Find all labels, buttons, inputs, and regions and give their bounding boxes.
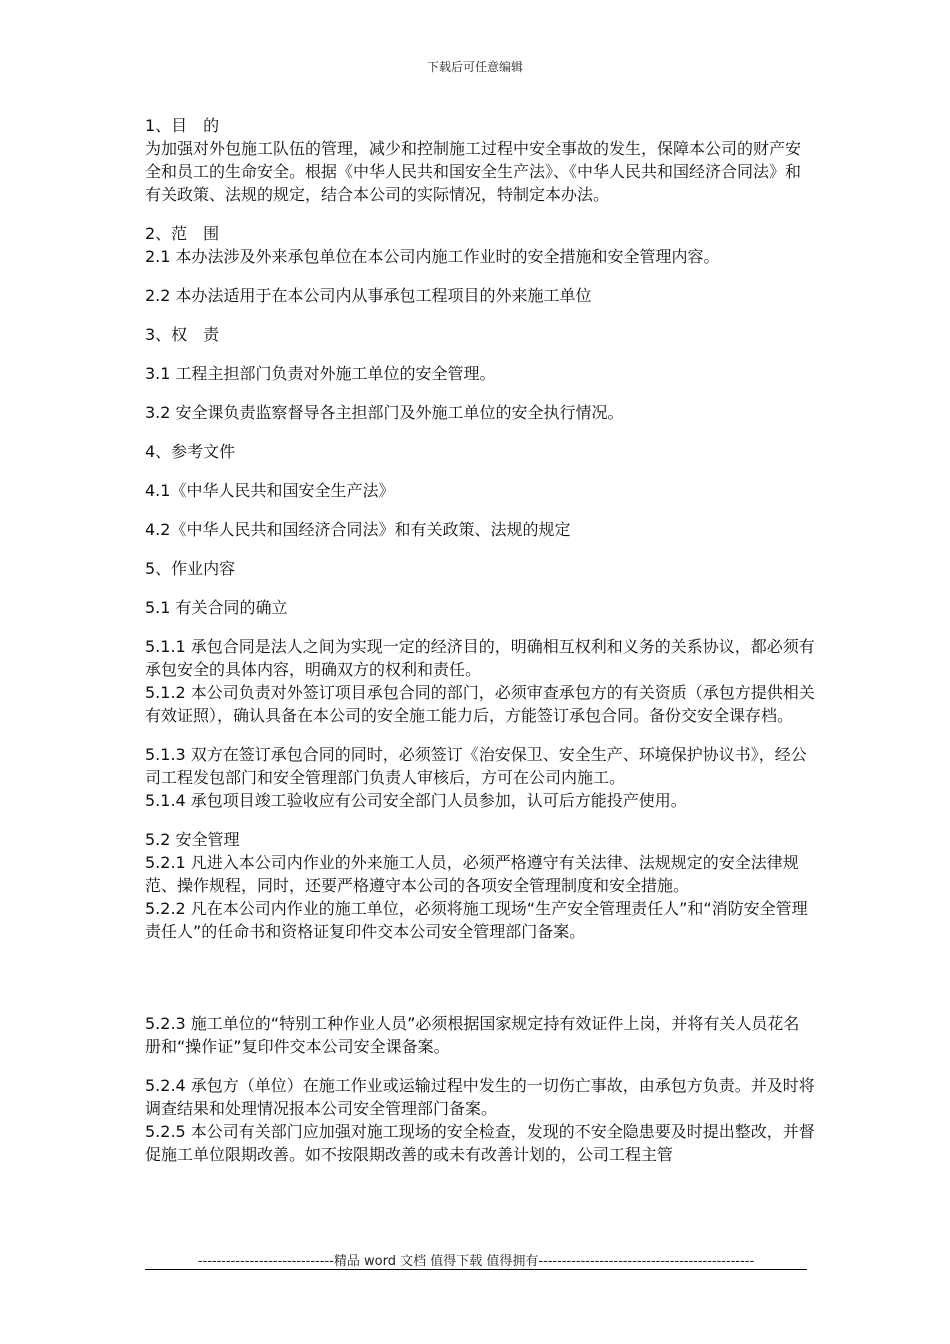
page-footer: -----------------------------精品 word 文档 值得下载 值得拥有---------------------------------------------- (197, 1254, 755, 1269)
page-header: 下载后可任意编辑 (426, 60, 523, 74)
section-4-1: 4.1《中华人民共和国安全生产法》 (145, 481, 395, 500)
section-5-1-3: 5.1.3 双方在签订承包合同的同时，必须签订《治安保卫、安全生产、环境保护协议书》，经公司工程发包部门和安全管理部门负责人审核后，方可在公司内施工。 (145, 745, 807, 787)
section-1-body: 为加强对外包施工队伍的管理，减少和控制施工过程中安全事故的发生，保障本公司的财产安全和员工的生命安全。根据《中华人民共和国安全生产法》、《中华人民共和国经济合同法》和有关政策、法规的规定，结合本公司的实际情况，特制定本办法。 (145, 139, 802, 204)
section-3-2: 3.2 安全课负责监察督导各主担部门及外施工单位的安全执行情况。 (145, 403, 624, 422)
section-5-2-2: 5.2.2 凡在本公司内作业的施工单位，必须将施工现场“生产安全管理责任人”和“消防安全管理责任人”的任命书和资格证复印件交本公司安全管理部门备案。 (145, 899, 808, 941)
section-2-title: 2、范 围 (145, 224, 220, 243)
section-5-2-3: 5.2.3 施工单位的“特别工种作业人员”必须根据国家规定持有效证件上岗，并将有关人员花名册和“操作证”复印件交本公司安全课备案。 (145, 1014, 800, 1056)
section-3-1: 3.1 工程主担部门负责对外施工单位的安全管理。 (145, 364, 496, 383)
section-5-2-5: 5.2.5 本公司有关部门应加强对施工现场的安全检查，发现的不安全隐患要及时提出整改，并督促施工单位限期改善。如不按限期改善的或未有改善计划的，公司工程主管 (145, 1122, 815, 1164)
footer-rule (145, 1269, 807, 1270)
section-5-title: 5、作业内容 (145, 559, 236, 578)
document-body (145, 114, 815, 1166)
section-4-2: 4.2《中华人民共和国经济合同法》和有关政策、法规的规定 (145, 520, 571, 539)
section-3-title: 3、权 责 (145, 325, 220, 344)
section-5-1-title: 5.1 有关合同的确立 (145, 598, 288, 617)
section-4-title: 4、参考文件 (145, 442, 236, 461)
section-5-2-title: 5.2 安全管理 (145, 830, 240, 849)
section-5-1-4: 5.1.4 承包项目竣工验收应有公司安全部门人员参加，认可后方能投产使用。 (145, 791, 687, 810)
section-5-1-2: 5.1.2 本公司负责对外签订项目承包合同的部门，必须审查承包方的有关资质（承包方提供相关有效证照），确认具备在本公司的安全施工能力后，方能签订承包合同。备份交安全课存档。 (145, 683, 815, 725)
section-1-title: 1、目 的 (145, 116, 220, 135)
section-2-1: 2.1 本办法涉及外来承包单位在本公司内施工作业时的安全措施和安全管理内容。 (145, 247, 720, 266)
section-5-1-1: 5.1.1 承包合同是法人之间为实现一定的经济目的，明确相互权利和义务的关系协议，都必须有承包安全的具体内容，明确双方的权利和责任。 (145, 637, 815, 679)
section-2-2: 2.2 本办法适用于在本公司内从事承包工程项目的外来施工单位 (145, 286, 592, 305)
section-5-2-1: 5.2.1 凡进入本公司内作业的外来施工人员，必须严格遵守有关法律、法规规定的安全法律规范、操作规程，同时，还要严格遵守本公司的各项安全管理制度和安全措施。 (145, 853, 799, 895)
section-5-2-4: 5.2.4 承包方（单位）在施工作业或运输过程中发生的一切伤亡事故，由承包方负责。并及时将调查结果和处理情况报本公司安全管理部门备案。 (145, 1076, 815, 1118)
